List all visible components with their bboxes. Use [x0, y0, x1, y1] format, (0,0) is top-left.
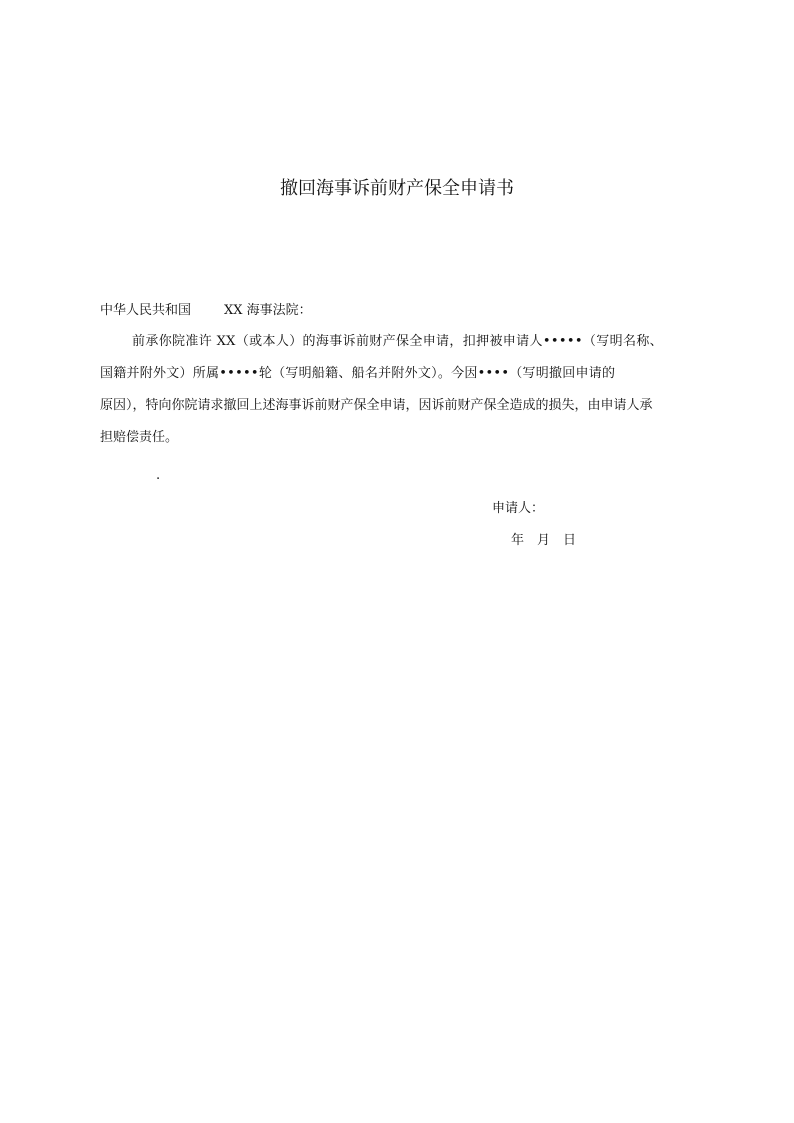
stray-dot: .: [156, 468, 161, 483]
body-line-1: 前承你院准许 XX（或本人）的海事诉前财产保全申请，扣押被申请人•••••（写明名称、: [132, 334, 664, 349]
body-line-4: 担赔偿责任。: [100, 430, 179, 445]
body-line-3: 原因），特向你院请求撤回上述海事诉前财产保全申请，因诉前财产保全造成的损失，由申请人承: [100, 398, 653, 413]
addressee-court: XX 海事法院：: [224, 303, 312, 318]
date-label: 年 月 日: [511, 533, 577, 548]
body-line-2: 国籍并附外文）所属•••••轮（写明船籍、船名并附外文）。今因••••（写明撤回申请的: [100, 366, 616, 381]
document-title: 撤回海事诉前财产保全申请书: [280, 178, 514, 199]
applicant-label: 申请人：: [492, 501, 545, 516]
addressee-prefix: 中华人民共和国: [100, 303, 192, 318]
